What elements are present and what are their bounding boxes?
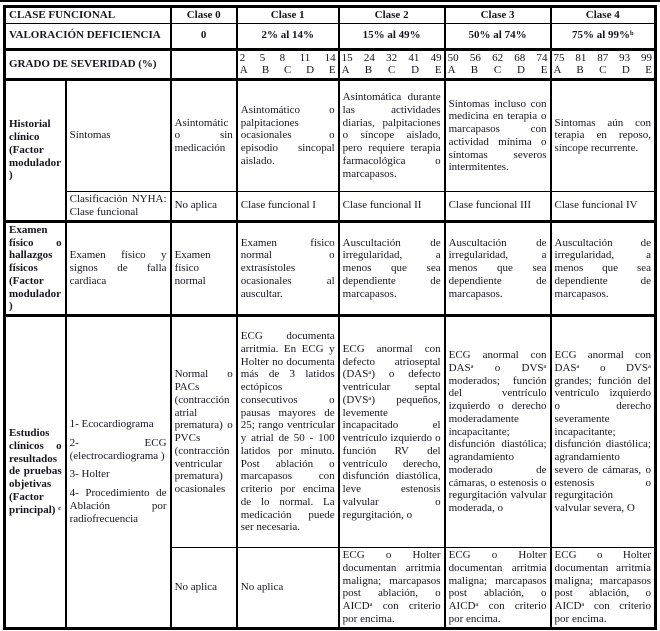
estudios-clase-1: ECG documenta arritmia. En ECG y Holter no documenta más de 3 latidos ectópicos consecutivos o pausas mayores de 25; rango ventricular y atrial de 50 - 100 latidos por minuto. Post ablación o marcapasos con criterio por encima de lo normal. La medicación puede ser necesaria.: [237, 316, 339, 548]
valoracion-clase-4: 75% al 99%ᵇ: [551, 23, 656, 49]
row-nyha: [5, 191, 656, 221]
sintomas-clase-3: Síntomas incluso con medicina en terapia o marcapasos con actividad mínima o síntomas severos intermitentes.: [445, 79, 551, 191]
header-clase-0: Clase 0: [171, 7, 237, 24]
header-row-severidad: [5, 49, 656, 79]
list-item-ablacion: 4- Procedimiento de Ablación por radiofrecuencia: [69, 487, 167, 525]
examen-clase-2: Auscultación de irregularidad, a menos que sea dependiente de marcapasos.: [339, 221, 445, 315]
sintomas-clase-0: Asintomátic o sin medicación: [171, 79, 237, 191]
nyha-clase-3: Clase funcional III: [445, 191, 551, 221]
severidad-clase-0: [171, 49, 237, 79]
severidad-letters: A B C D E: [447, 64, 548, 77]
estudios-test-list: [66, 316, 171, 629]
nyha-clase-0: No aplica: [171, 191, 237, 221]
header-clase-4: Clase 4: [551, 7, 656, 24]
examen-clase-0: Examen físico normal: [171, 221, 237, 315]
header-row-valoracion: [5, 23, 656, 49]
header-row-clase-funcional: [5, 7, 656, 24]
row-examen-fisico: [5, 221, 656, 315]
sintomas-clase-4: Síntomas aún con terapia en reposo, síncope recurrente.: [551, 79, 656, 191]
severidad-nums: 50 56 62 68 74: [447, 51, 548, 64]
list-item-holter: 3- Holter: [69, 468, 110, 481]
severidad-label: GRADO DE SEVERIDAD (%): [5, 49, 171, 79]
estudios2-clase-4: ECG o Holter documentan arritmia maligna; marcapasos post ablación, o AICDᵃ con criterio por encima.: [551, 548, 656, 629]
valoracion-clase-0: 0: [171, 23, 237, 49]
severidad-nums: 75 81 87 93 99: [553, 51, 652, 64]
list-item-ecg: 2- ECG (electrocardiograma ): [69, 436, 167, 462]
row-sintomas: [5, 79, 656, 191]
estudios-clase-0: Normal o PACs (contracción atrial prematura) o PVCs (contracción ventricular prematura) ocasionales: [171, 316, 237, 548]
nyha-clase-2: Clase funcional II: [339, 191, 445, 221]
sintomas-label: Síntomas: [66, 79, 171, 191]
estudios-clase-2: ECG anormal con defecto atrioseptal (DASᵃ) o defecto ventricular septal (DVSᵃ) pequeños, levemente incapacitado el ventrículo izquierdo o función RV del ventrículo derecho, disfunción diastólica, leve estenosis valvular o regurgitación, o: [339, 316, 445, 548]
severidad-clase-4: [551, 49, 656, 79]
severidad-nums: 15 24 32 41 49: [341, 51, 442, 64]
estudios-clase-4: ECG anormal con DASᵃ o DVSᵃ grandes; función del ventrículo izquierdo o derecho severamente incapacitante; disfunción diastólica; agrandamiento severo de cámaras, o estenosis o regurgitación valvular severa, O: [551, 316, 656, 548]
valoracion-clase-2: 15% al 49%: [339, 23, 445, 49]
valoracion-clase-3: 50% al 74%: [445, 23, 551, 49]
valoracion-clase-1: 2% al 14%: [237, 23, 339, 49]
top-rule-line: [0, 0, 660, 2]
estudios2-clase-2: ECG o Holter documentan arritmia maligna; marcapasos post ablación, o AICDᵃ con criterio por encima.: [339, 548, 445, 629]
estudios2-clase-3: ECG o Holter documentan arritmia maligna; marcapasos post ablación, o AICDᵃ con criterio por encima.: [445, 548, 551, 629]
severidad-letters: A B C D E: [341, 64, 442, 77]
severidad-clase-3: [445, 49, 551, 79]
row-estudios: [5, 316, 656, 548]
estudios2-clase-1: No aplica: [237, 548, 339, 629]
header-clase-3: Clase 3: [445, 7, 551, 24]
header-clase-2: Clase 2: [339, 7, 445, 24]
severidad-letters: A B C D E: [553, 64, 652, 77]
historial-label: Historial clínico (Factor modulador ): [5, 79, 66, 221]
estudios-label: Estudios clínicos o resultados de pruebas objetivas (Factor principal) ᶜ: [5, 316, 66, 629]
examen-clase-1: Examen físico normal o extrasístoles ocasionales al auscultar.: [237, 221, 339, 315]
examen-clase-3: Auscultación de irregularidad, a menos que sea dependiente de marcapasos.: [445, 221, 551, 315]
nyha-label: Clasificación NYHA: Clase funcional: [66, 191, 171, 221]
functional-class-table: [3, 5, 657, 630]
header-clase-1: Clase 1: [237, 7, 339, 24]
estudios-clase-3: ECG anormal con DASᵃ o DVSᵃ moderados; función del ventrículo izquierdo o derecho moderadamente incapacitante; disfunción diastólica; agrandamiento moderado de cámaras, o estenosis o regurgitación valvular moderada, o: [445, 316, 551, 548]
clase-funcional-label: CLASE FUNCIONAL: [5, 7, 171, 24]
examen-sub-label: Examen físico y signos de falla cardiaca: [66, 221, 171, 315]
sintomas-clase-1: Asintomático o palpitaciones ocasionales o episodio sincopal aislado.: [237, 79, 339, 191]
nyha-clase-4: Clase funcional IV: [551, 191, 656, 221]
examen-clase-4: Auscultación de irregularidad, a menos que sea dependiente de marcapasos.: [551, 221, 656, 315]
severidad-letters: A B C D E: [239, 64, 336, 77]
severidad-nums: 2 5 8 11 14: [239, 51, 336, 64]
nyha-clase-1: Clase funcional I: [237, 191, 339, 221]
sintomas-clase-2: Asintomática durante las actividades diarias, palpitaciones o síncope aislado, pero requiere terapia farmacológica o marcapasos.: [339, 79, 445, 191]
valoracion-label: VALORACIÓN DEFICIENCIA: [5, 23, 171, 49]
estudios2-clase-0: No aplica: [171, 548, 237, 629]
examen-label: Examen físico o hallazgos físicos (Factor modulador ): [5, 221, 66, 315]
list-item-ecocardiograma: 1- Ecocardiograma: [69, 418, 154, 431]
severidad-clase-1: [237, 49, 339, 79]
severidad-clase-2: [339, 49, 445, 79]
